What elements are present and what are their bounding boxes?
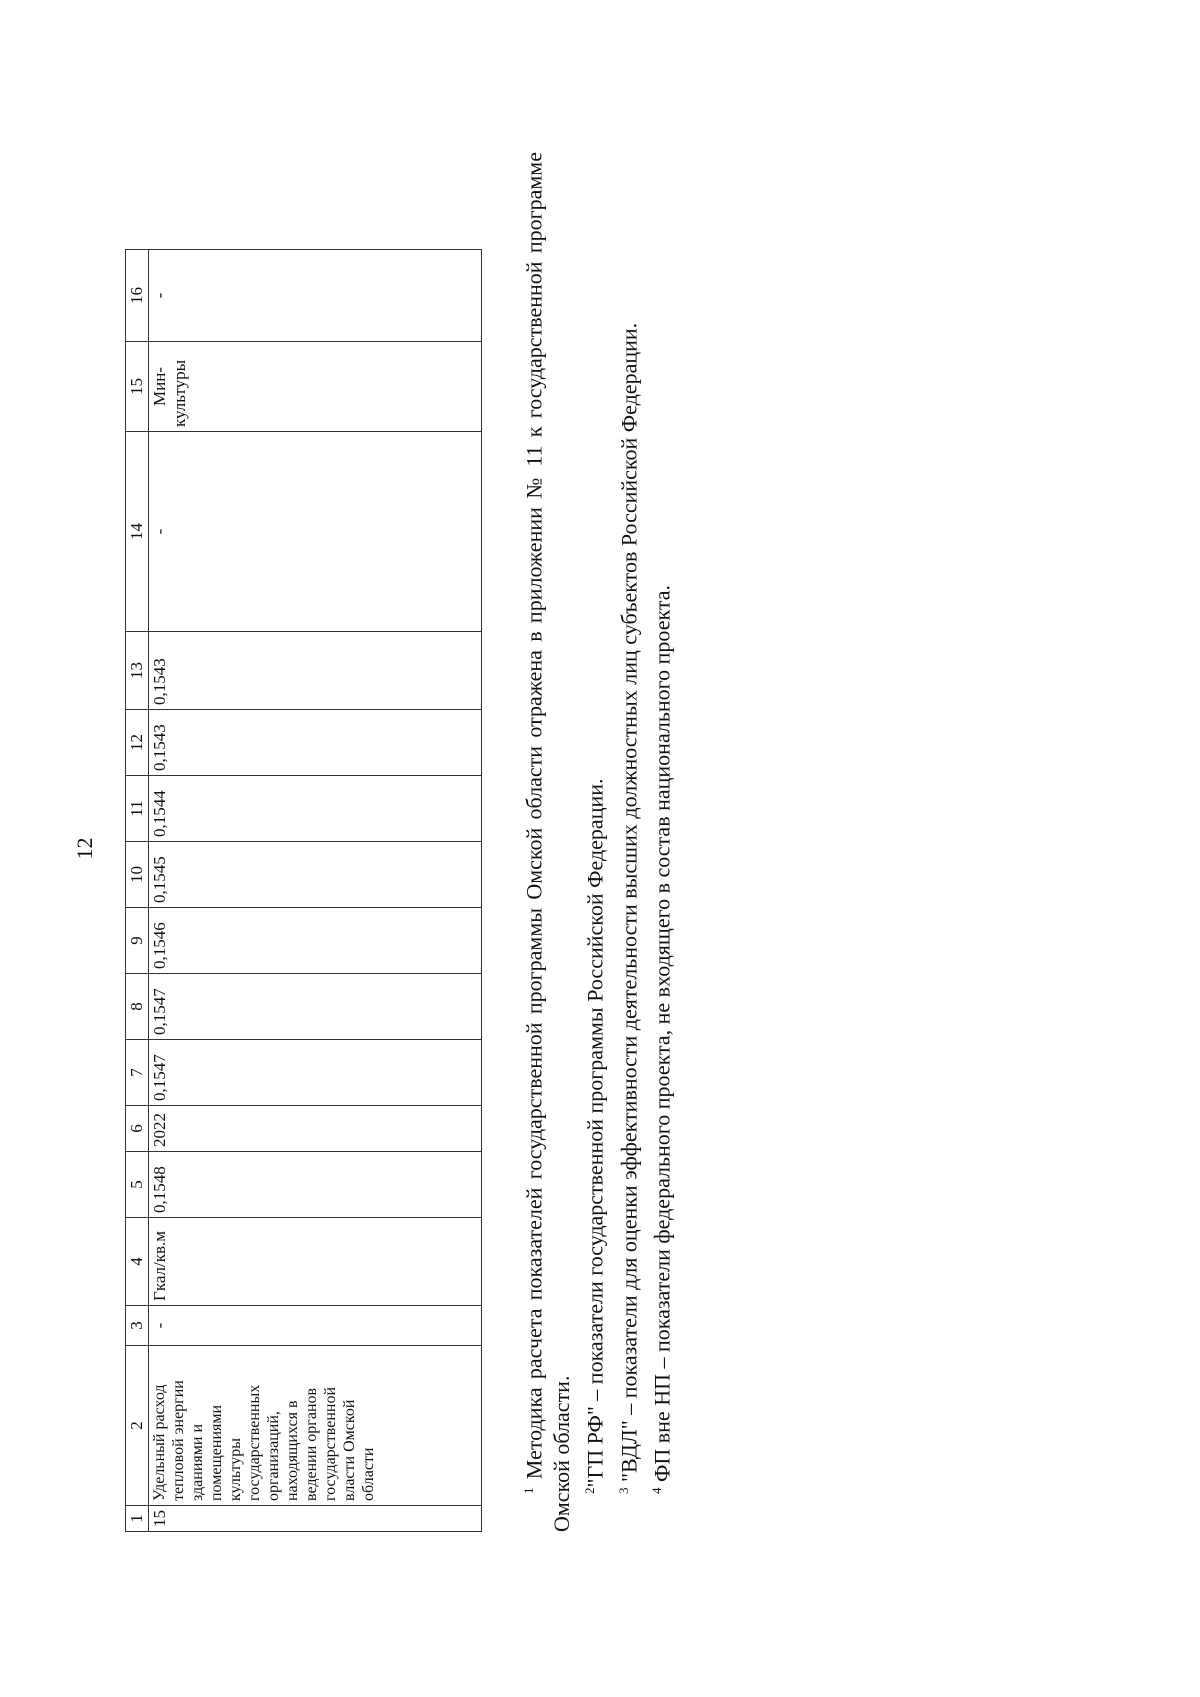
- footnote-2: $^2$"ГП РФ" – показатели государственной программы Российской Федерации.: [582, 778, 608, 1494]
- footnote-3: $^3$ "ВДЛ" – показатели для оценки эффективности деятельности высших должностных лиц субъектов Российской Федерации.: [615, 322, 641, 1494]
- indicator-name: Удельный расход тепловой энергии зданиями и помещениями культуры государственных организаций, находящихся в ведении органов государственной власти Омской области: [149, 1346, 482, 1506]
- table-header-row: [126, 250, 149, 1532]
- value-cell: 0,1548: [149, 1152, 482, 1218]
- header-cell: 2: [126, 1346, 149, 1506]
- header-cell: 8: [126, 974, 149, 1040]
- header-cell: 5: [126, 1152, 149, 1218]
- value-cell: 0,1543: [149, 632, 482, 710]
- header-cell: 4: [126, 1218, 149, 1306]
- document-cell: -: [149, 432, 482, 632]
- header-cell: 6: [126, 1106, 149, 1152]
- header-cell: 16: [126, 250, 149, 342]
- row-number: 15: [149, 1506, 482, 1532]
- footnote-1: $^1$ Методика расчета показателей государственной программы Омской области отражена в приложении № 11 к государственной программе Омской области.: [521, 152, 575, 1532]
- header-cell: 13: [126, 632, 149, 710]
- footnote-4: $^4$ ФП вне НП – показатели федерального проекта, не входящего в состав национального проекта.: [648, 584, 675, 1494]
- value-cell: 0,1543: [149, 710, 482, 776]
- value-cell: 0,1546: [149, 908, 482, 974]
- indicator-level: -: [149, 1306, 482, 1346]
- table-row: [149, 250, 482, 1532]
- page-number: 12: [72, 837, 97, 860]
- responsible-cell: Мин- культуры: [149, 342, 482, 432]
- value-cell: 0,1544: [149, 776, 482, 842]
- header-cell: 7: [126, 1040, 149, 1106]
- header-cell: 15: [126, 342, 149, 432]
- unit-cell: Гкал/кв.м: [149, 1218, 482, 1306]
- header-cell: 12: [126, 710, 149, 776]
- header-cell: 14: [126, 432, 149, 632]
- header-cell: 9: [126, 908, 149, 974]
- year-cell: 2022: [149, 1106, 482, 1152]
- value-cell: 0,1547: [149, 1040, 482, 1106]
- header-cell: 1: [126, 1506, 149, 1532]
- indicators-table: [125, 249, 482, 1532]
- value-cell: 0,1547: [149, 974, 482, 1040]
- link-cell: -: [149, 250, 482, 342]
- value-cell: 0,1545: [149, 842, 482, 908]
- header-cell: 11: [126, 776, 149, 842]
- header-cell: 10: [126, 842, 149, 908]
- header-cell: 3: [126, 1306, 149, 1346]
- footnotes: [515, 152, 676, 1532]
